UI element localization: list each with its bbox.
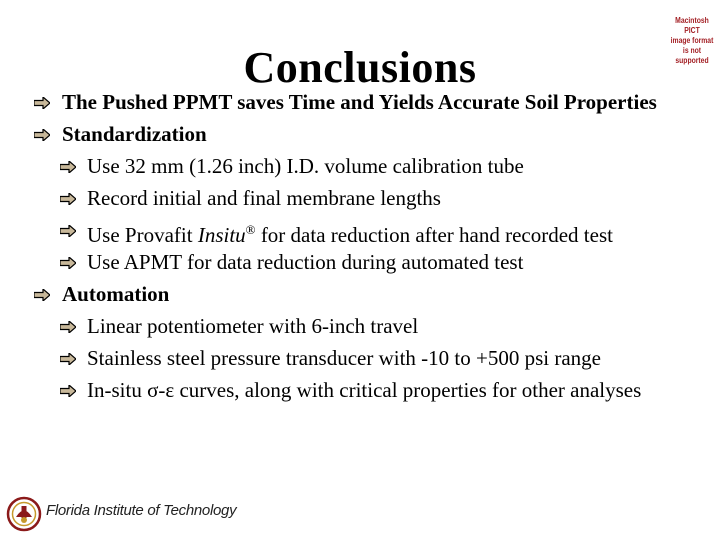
bullet-text: Linear potentiometer with 6-inch travel xyxy=(87,314,419,338)
bullet-text: Record initial and final membrane lengths xyxy=(87,186,441,210)
bullet-text-italic: Insitu xyxy=(197,223,246,247)
bullet-text: The Pushed PPMT saves Time and Yields Accurate Soil Properties xyxy=(62,90,657,114)
sub-bullet-item xyxy=(87,218,613,247)
bullet-item xyxy=(62,282,169,306)
arrow-bullet-icon xyxy=(60,353,76,365)
sub-bullet-item xyxy=(87,186,441,210)
fit-seal-icon xyxy=(6,494,42,534)
arrow-bullet-icon xyxy=(34,129,50,141)
bullet-item xyxy=(62,122,207,146)
logo-text: Florida Institute of Technology xyxy=(46,502,237,519)
placeholder-line-1: Macintosh PICT xyxy=(675,16,709,35)
arrow-bullet-icon xyxy=(60,257,76,269)
pict-placeholder xyxy=(664,16,720,66)
placeholder-line-3: is not supported xyxy=(675,46,709,65)
sub-bullet-item xyxy=(87,346,601,370)
sub-bullet-item xyxy=(87,250,523,274)
arrow-bullet-icon xyxy=(60,161,76,173)
arrow-bullet-icon xyxy=(34,97,50,109)
bullet-item xyxy=(62,90,657,114)
sub-bullet-item xyxy=(87,314,418,338)
sub-bullet-item xyxy=(87,378,641,402)
bullet-text: Use 32 mm (1.26 inch) I.D. volume calibration tube xyxy=(87,154,524,178)
bullet-text: Standardization xyxy=(62,122,207,146)
placeholder-line-2: image format xyxy=(670,36,714,45)
arrow-bullet-icon xyxy=(60,193,76,205)
bullet-text: In-situ σ-ε curves, along with critical properties for other analyses xyxy=(87,378,642,402)
bullet-text-prefix: Use Provafit xyxy=(87,223,198,247)
sub-bullet-item xyxy=(87,154,524,178)
registered-mark: ® xyxy=(245,222,256,237)
bullet-text: Use APMT for data reduction during automated test xyxy=(87,250,524,274)
arrow-bullet-icon xyxy=(60,385,76,397)
arrow-bullet-icon xyxy=(60,225,76,237)
arrow-bullet-icon xyxy=(34,289,50,301)
bullet-text-suffix: for data reduction after hand recorded test xyxy=(255,223,613,247)
arrow-bullet-icon xyxy=(60,321,76,333)
slide-title: Conclusions xyxy=(243,43,477,92)
fit-logo xyxy=(6,492,246,536)
bullet-text: Stainless steel pressure transducer with -10 to +500 psi range xyxy=(87,346,601,370)
bullet-text: Automation xyxy=(62,282,170,306)
